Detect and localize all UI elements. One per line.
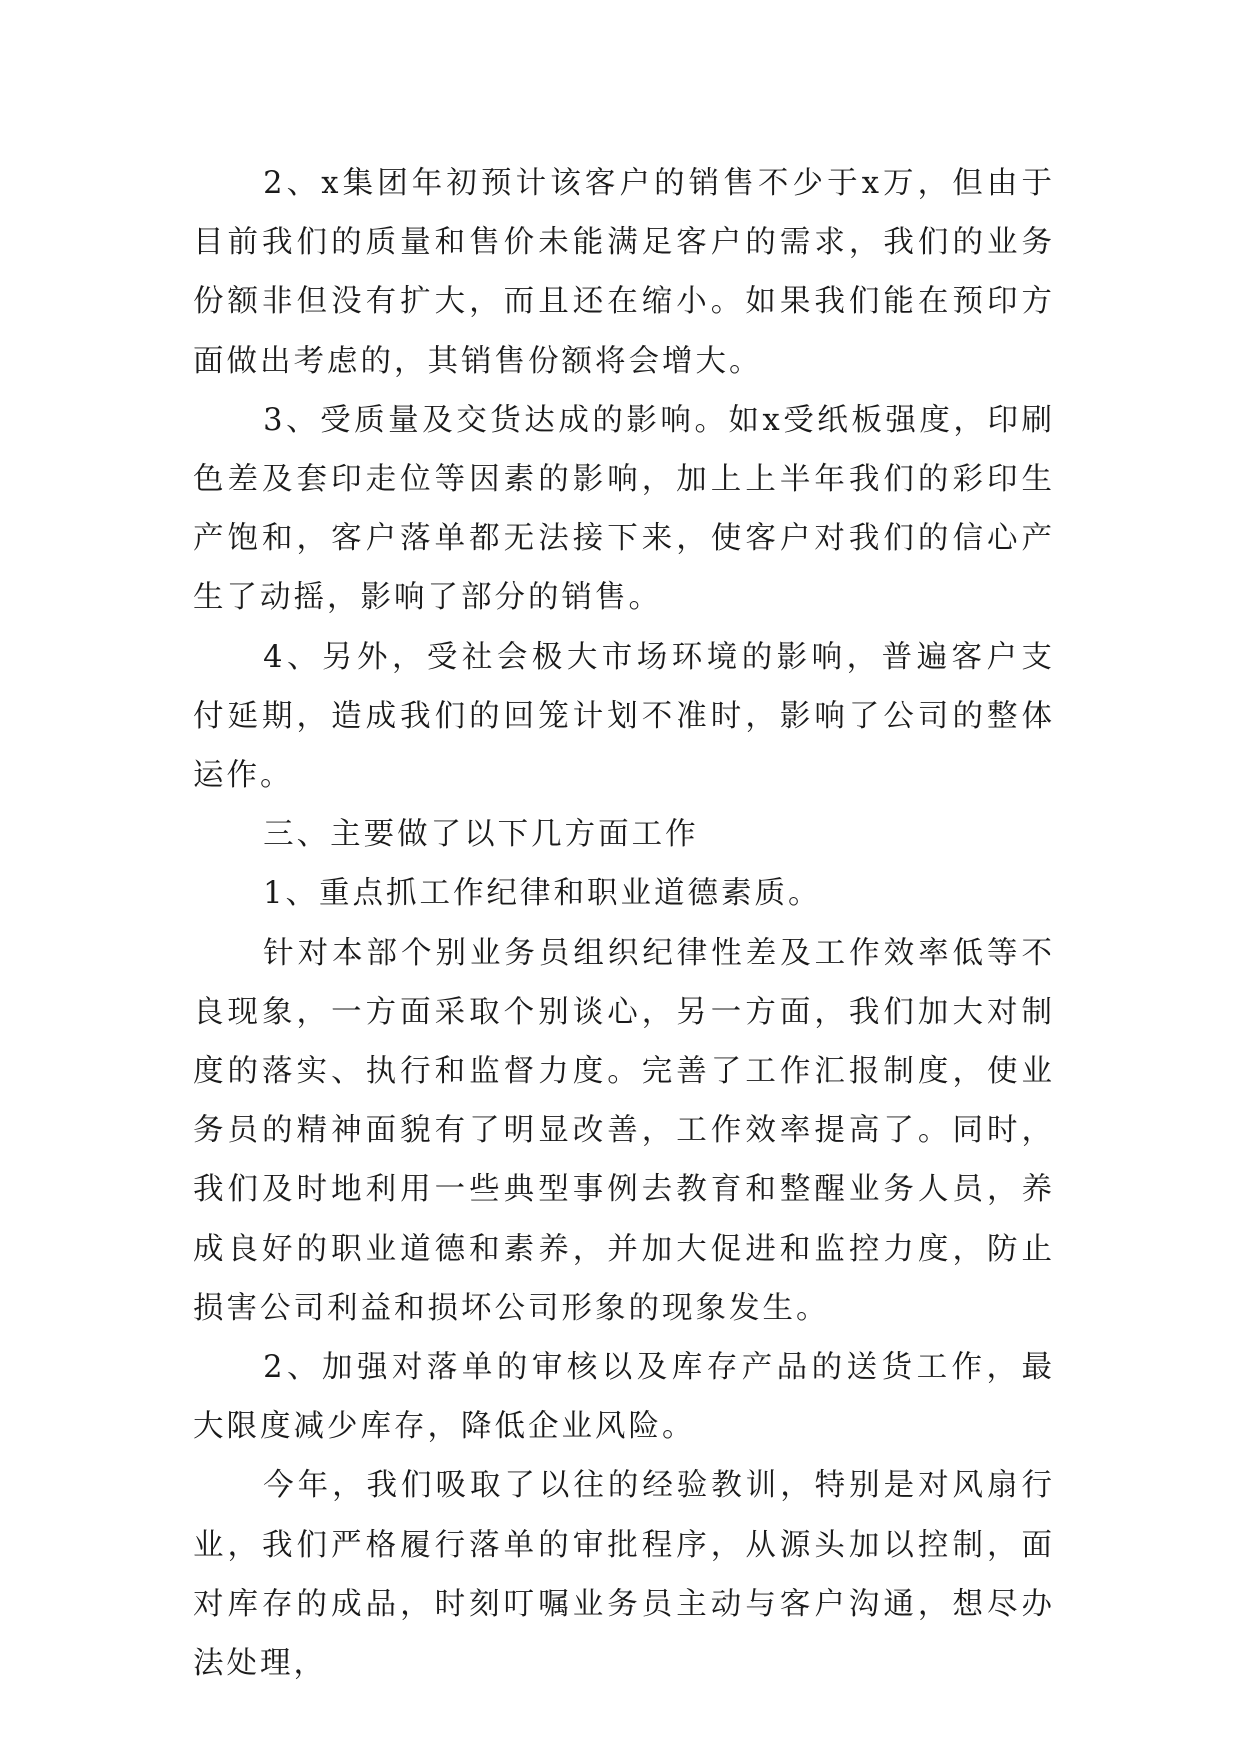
paragraph: 今年，我们吸取了以往的经验教训，特别是对风扇行业，我们严格履行落单的审批程序，从源头加以控制，面对库存的成品，时刻叮嘱业务员主动与客户沟通，想尽办法处理， xyxy=(193,1468,1055,1682)
section-heading: 三、主要做了以下几方面工作 xyxy=(263,817,699,853)
paragraph: 2、x集团年初预计该客户的销售不少于x万，但由于目前我们的质量和售价未能满足客户的需求，我们的业务份额非但没有扩大，而且还在缩小。如果我们能在预印方面做出考虑的，其销售份额将会增大。 xyxy=(193,166,1055,379)
paragraph: 2、加强对落单的审核以及库存产品的送货工作，最大限度减少库存，降低企业风险。 xyxy=(193,1350,1055,1445)
document-body xyxy=(193,154,1055,1693)
paragraph: 1、重点抓工作纪律和职业道德素质。 xyxy=(263,876,822,912)
paragraph: 4、另外，受社会极大市场环境的影响，普遍客户支付延期，造成我们的回笼计划不准时，影响了公司的整体运作。 xyxy=(193,639,1055,794)
paragraph: 3、受质量及交货达成的影响。如x受纸板强度，印刷色差及套印走位等因素的影响，加上上半年我们的彩印生产饱和，客户落单都无法接下来，使客户对我们的信心产生了动摇，影响了部分的销售。 xyxy=(193,402,1055,616)
paragraph: 针对本部个别业务员组织纪律性差及工作效率低等不良现象，一方面采取个别谈心，另一方面，我们加大对制度的落实、执行和监督力度。完善了工作汇报制度，使业务员的精神面貌有了明显改善，工作效率提高了。同时，我们及时地利用一些典型事例去教育和整醒业务人员，养成良好的职业道德和素养，并加大促进和监控力度，防止损害公司利益和损坏公司形象的现象发生。 xyxy=(193,935,1055,1326)
